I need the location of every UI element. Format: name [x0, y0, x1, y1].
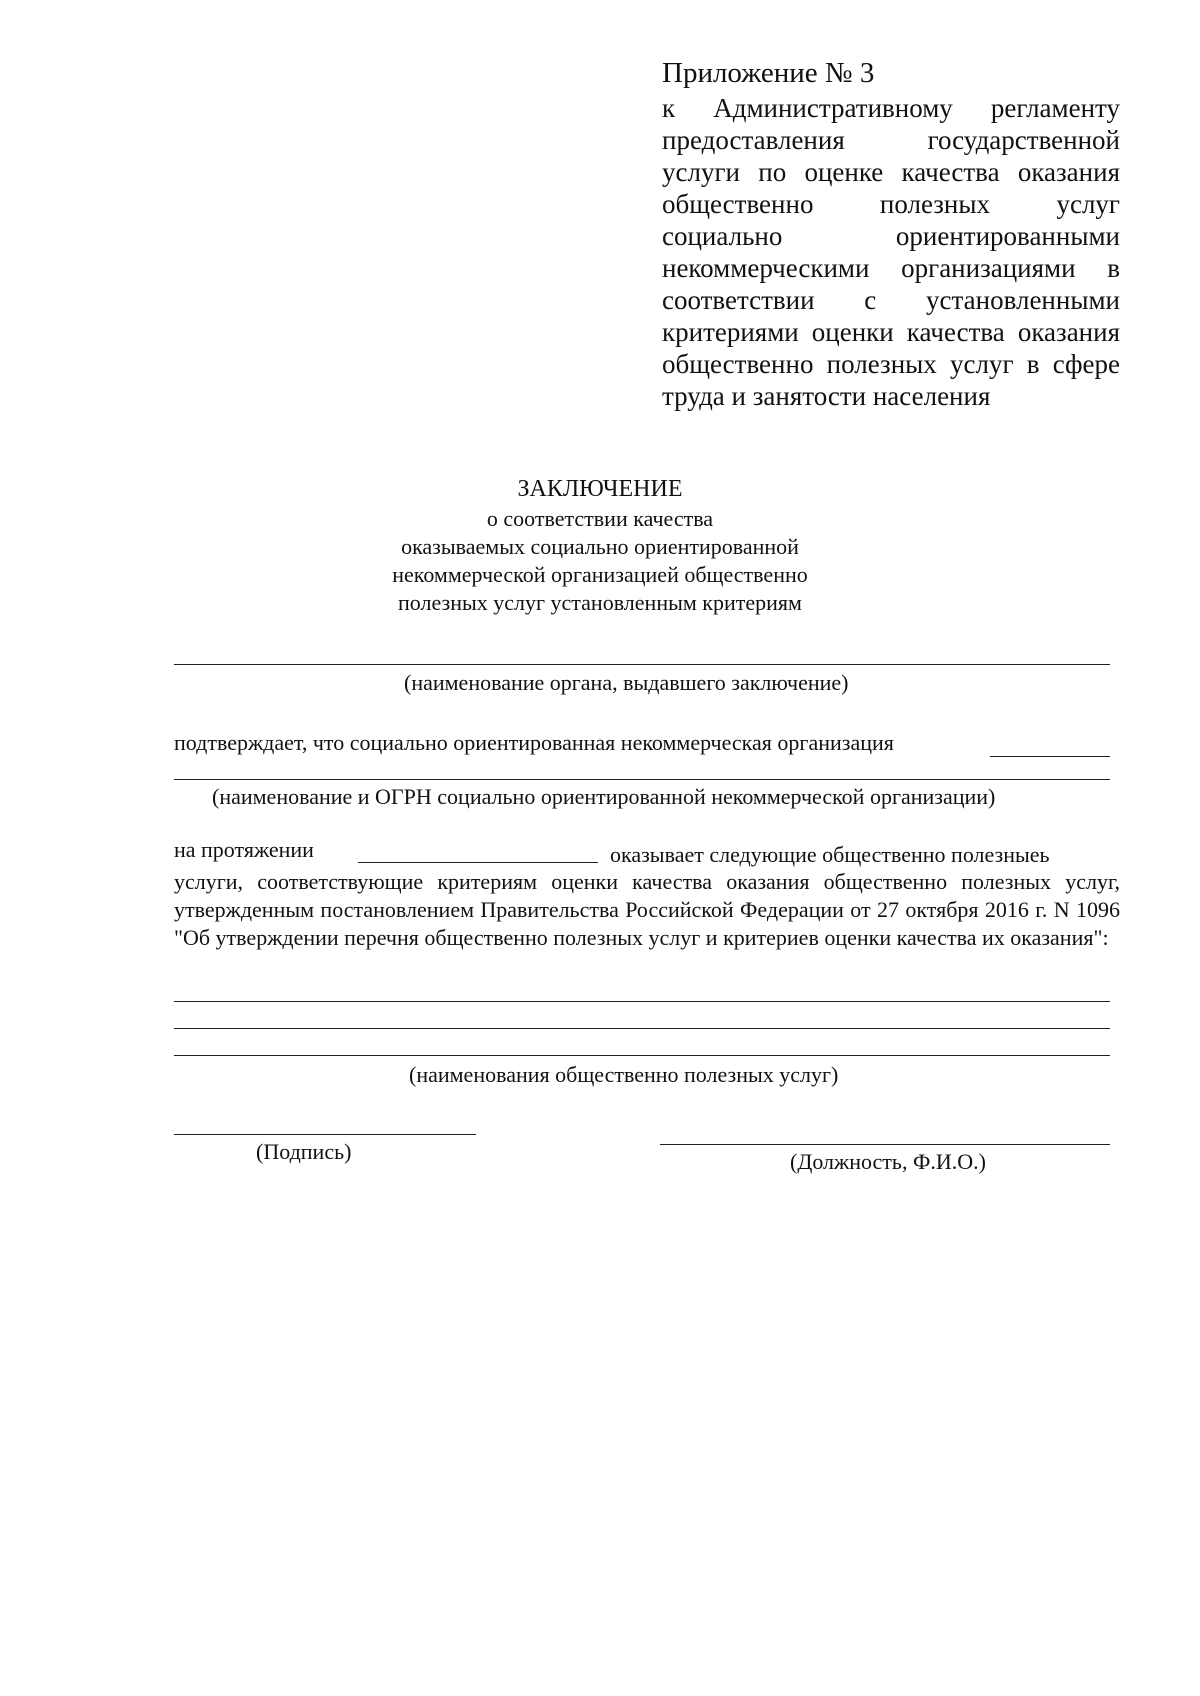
organization-line[interactable] [174, 779, 1110, 780]
period-label: на протяжении [174, 837, 314, 862]
services-text: услуги, соответствующие критериям оценки качества оказания общественно полезных услуг, утвержденным постановлением Правительства Российской Федерации от 27 октября 2016 г. N 1096 "Об утверждении перечня общественно полезных услуг и критериев оценки качества их оказания": [174, 869, 1120, 950]
services-line-1[interactable] [174, 1001, 1110, 1002]
document-subtitle-line: полезных услуг установленным критериям [398, 590, 802, 615]
services-line-3[interactable] [174, 1055, 1110, 1056]
document-title: ЗАКЛЮЧЕНИЕ [517, 476, 683, 502]
position-name-caption: (Должность, Ф.И.О.) [790, 1149, 986, 1174]
signature-caption: (Подпись) [256, 1139, 352, 1164]
services-paragraph [174, 868, 1120, 952]
issuing-body-caption: (наименование органа, выдавшего заключение) [404, 670, 849, 695]
services-caption: (наименования общественно полезных услуг) [409, 1062, 839, 1087]
document-subtitle-line: некоммерческой организацией общественно [392, 562, 808, 587]
services-text-first: оказывает следующие общественно полезныеь [610, 842, 1050, 867]
document-subtitle-line: о соответствии качества [486, 506, 714, 531]
organization-inline-line[interactable] [990, 756, 1110, 757]
position-name-line[interactable] [660, 1144, 1110, 1145]
appendix-reference: к Административному регламенту предоставления государственной услуги по оценке качества оказания общественно полезных услуг социально ориентированными некоммерческими организациями в соответствии с установленными критериями оценки качества оказания общественно полезных услуг в сфере труда и занятости населения [662, 93, 1120, 411]
services-line-2[interactable] [174, 1028, 1110, 1029]
signature-line[interactable] [174, 1134, 476, 1135]
appendix-number: Приложение № 3 [662, 57, 875, 89]
organization-caption: (наименование и ОГРН социально ориентированной некоммерческой организации) [212, 784, 996, 809]
issuing-body-line[interactable] [174, 664, 1110, 665]
period-line[interactable] [358, 862, 598, 863]
document-subtitle-line: оказываемых социально ориентированной [401, 534, 799, 559]
confirm-text: подтверждает, что социально ориентированная некоммерческая организация [174, 730, 894, 755]
